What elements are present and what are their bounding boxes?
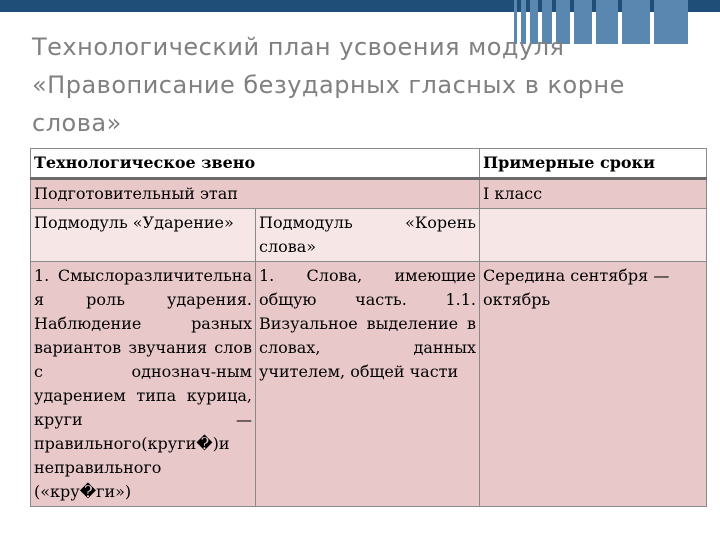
table-cell: Подмодуль «Корень слова»	[256, 209, 480, 262]
table-cell	[480, 209, 707, 262]
table-cell: Подготовительный этап	[31, 179, 480, 209]
table-cell: Середина сентября — октябрь	[480, 262, 707, 507]
table-header-row	[31, 149, 707, 179]
table-row	[31, 262, 707, 507]
table-cell: 1. Слова, имеющие общую часть. 1.1. Визуальное выделение в словах, данных учителем, общей части	[256, 262, 480, 507]
header-cell-stage: Технологическое звено	[31, 149, 480, 179]
table-row	[31, 179, 707, 209]
table-cell: I класс	[480, 179, 707, 209]
plan-table	[30, 148, 707, 507]
slide-title: Технологический план усвоения модуля «Правописание безударных гласных в корне слова»	[32, 33, 625, 137]
table-cell: 1. Смыслоразличительна я роль ударения. Наблюдение разных вариантов звучания слов с однознач-ным ударением типа курица, круги — правильного(круги�)и неправильного («кру�ги»)	[31, 262, 256, 507]
table-cell: Подмодуль «Ударение»	[31, 209, 256, 262]
header-cell-terms: Примерные сроки	[480, 149, 707, 179]
table-row	[31, 209, 707, 262]
